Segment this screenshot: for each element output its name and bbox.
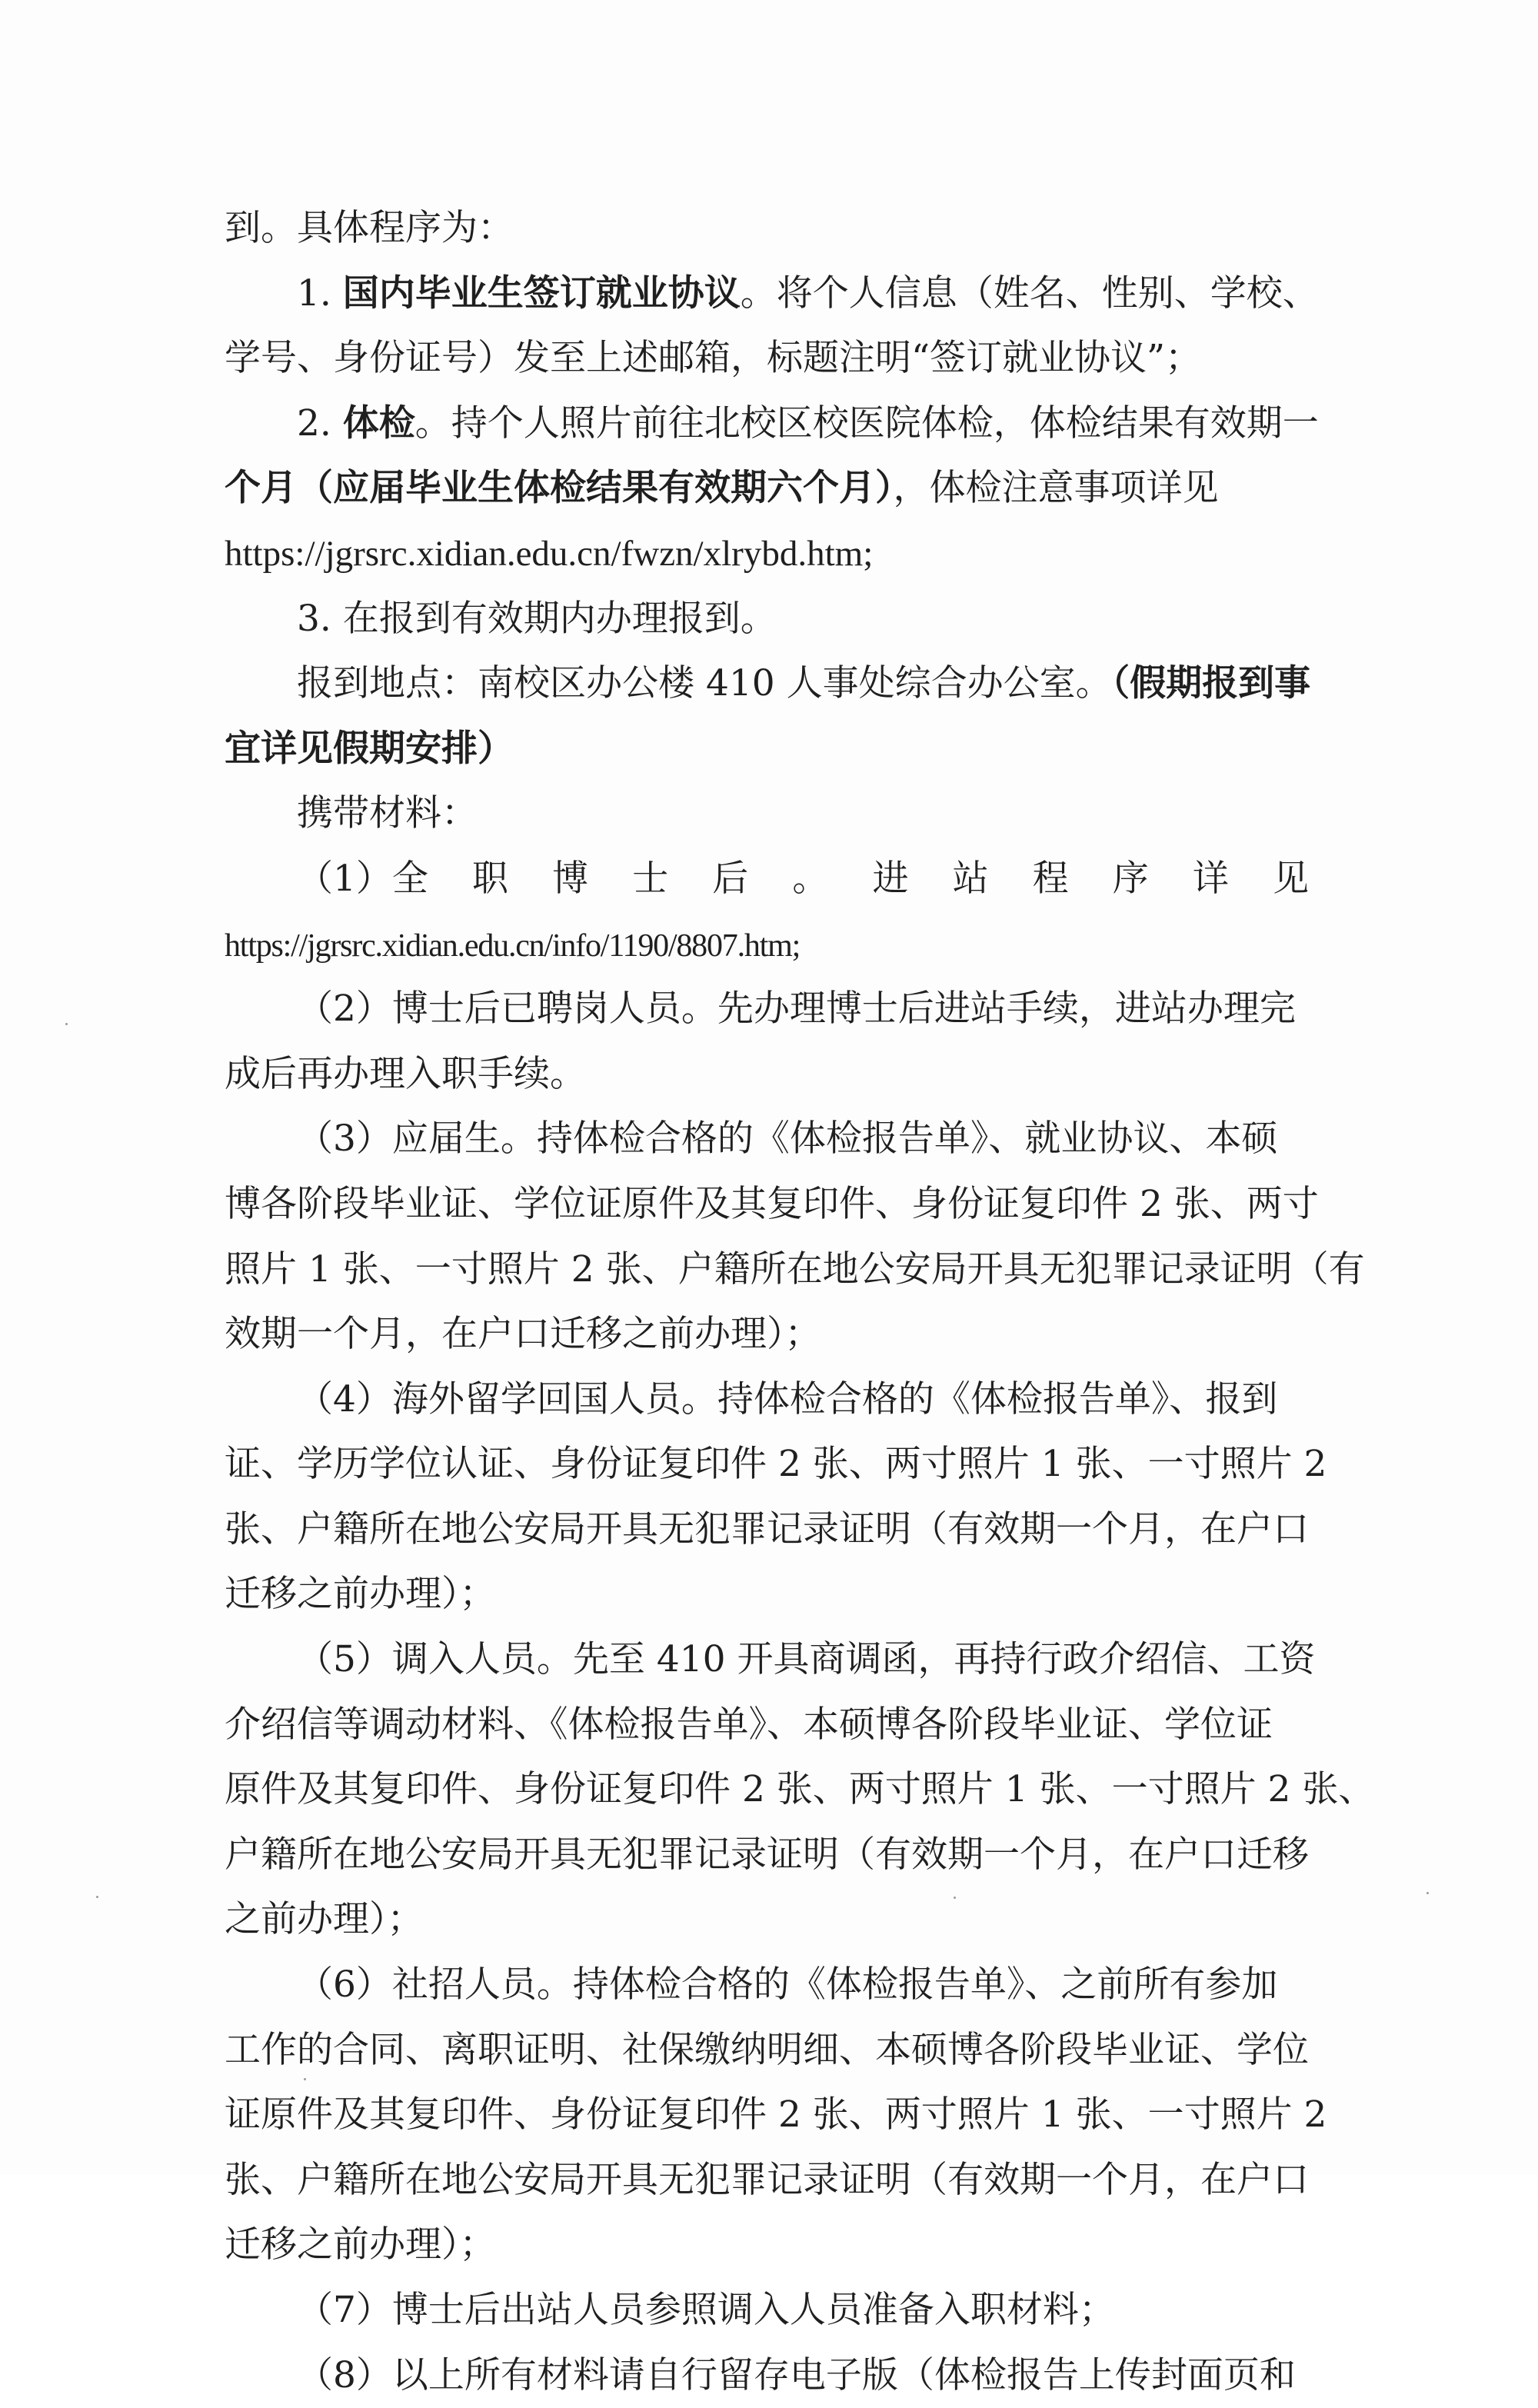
justified-char: 职 bbox=[472, 857, 508, 900]
text-line bbox=[225, 587, 1309, 652]
text-line bbox=[225, 1627, 1316, 1693]
text-line bbox=[225, 2213, 1309, 2278]
justified-char: 见 bbox=[1272, 857, 1309, 900]
justified-char: 后 bbox=[712, 857, 749, 900]
scan-speck bbox=[954, 1897, 956, 1899]
text-segment: 学号、身份证号）发至上述邮箱，标题注明“签订就业协议”； bbox=[225, 337, 1202, 380]
text-line bbox=[225, 1107, 1309, 1172]
text-line bbox=[225, 2018, 1309, 2083]
text-segment: 户籍所在地公安局开具无犯罪记录证明（有效期一个月，在户口迁移 bbox=[225, 1833, 1309, 1876]
text-line bbox=[225, 2343, 1309, 2408]
text-segment: 国内毕业生签订就业协议 bbox=[342, 271, 741, 315]
scan-speck bbox=[1426, 1892, 1429, 1894]
url-link[interactable]: https://jgrsrc.xidian.edu.cn/info/1190/8807.htm; bbox=[225, 928, 801, 964]
text-line bbox=[225, 1562, 1309, 1627]
text-line bbox=[225, 651, 1309, 717]
text-line bbox=[225, 977, 1309, 1042]
justified-char: 博 bbox=[552, 857, 589, 900]
text-line bbox=[225, 2083, 1327, 2148]
justified-char: （1）全 bbox=[297, 857, 428, 900]
text-line bbox=[225, 1237, 1365, 1303]
text-segment: 。持个人照片前往北校区校医院体检，体检结果有效期一 bbox=[414, 401, 1319, 445]
text-segment: 。将个人信息（姓名、性别、学校、 bbox=[740, 271, 1319, 315]
text-line bbox=[225, 1953, 1309, 2018]
text-line bbox=[225, 847, 1309, 912]
justified-char: 。 bbox=[792, 857, 829, 900]
text-segment: 到。具体程序为： bbox=[225, 207, 514, 249]
scan-speck bbox=[65, 1023, 68, 1025]
text-line bbox=[225, 1042, 1309, 1107]
justified-char: 士 bbox=[632, 857, 669, 900]
justified-char: 站 bbox=[952, 857, 989, 900]
text-segment: （6）社招人员。持体检合格的《体检报告单》、之前所有参加 bbox=[297, 1963, 1278, 2007]
text-segment: 张、户籍所在地公安局开具无犯罪记录证明（有效期一个月，在户口 bbox=[225, 2158, 1309, 2201]
text-segment: 迁移之前办理）； bbox=[225, 2223, 496, 2266]
text-segment: 博各阶段毕业证、学位证原件及其复印件、身份证复印件 2 张、两寸 bbox=[225, 1182, 1319, 1225]
text-segment: 证、学历学位认证、身份证复印件 2 张、两寸照片 1 张、一寸照片 2 bbox=[225, 1443, 1327, 1486]
text-segment: （2）博士后已聘岗人员。先办理博士后进站手续，进站办理完 bbox=[297, 988, 1296, 1031]
text-line bbox=[225, 1367, 1309, 1433]
text-segment: 成后再办理入职手续。 bbox=[225, 1052, 586, 1095]
text-line bbox=[225, 2278, 1309, 2343]
text-line bbox=[225, 1432, 1327, 1497]
text-segment: （8）以上所有材料请自行留存电子版（体检报告上传封面页和 bbox=[297, 2353, 1296, 2396]
scan-speck bbox=[96, 1896, 98, 1898]
text-segment: （7）博士后出站人员参照调入人员准备入职材料； bbox=[297, 2289, 1115, 2331]
text-segment: 工作的合同、离职证明、社保缴纳明细、本硕博各阶段毕业证、学位 bbox=[225, 2028, 1309, 2071]
justified-char: 程 bbox=[1032, 857, 1069, 900]
text-line bbox=[225, 456, 1309, 521]
text-segment: 张、户籍所在地公安局开具无犯罪记录证明（有效期一个月，在户口 bbox=[225, 1507, 1309, 1550]
justified-char: 序 bbox=[1112, 857, 1149, 900]
justified-char: 详 bbox=[1192, 857, 1229, 900]
text-line bbox=[225, 1693, 1309, 1758]
text-segment: 报到地点：南校区办公楼 410 人事处综合办公室。 bbox=[297, 662, 1112, 705]
text-line bbox=[225, 326, 1309, 391]
document-body bbox=[225, 196, 1375, 2408]
text-segment: 之前办理）； bbox=[225, 1898, 424, 1941]
text-line bbox=[225, 1172, 1319, 1237]
text-segment: （假期报到事 bbox=[1111, 662, 1311, 705]
url-link[interactable]: https://jgrsrc.xidian.edu.cn/fwzn/xlrybd.htm; bbox=[225, 533, 874, 574]
text-line bbox=[225, 1302, 1309, 1367]
text-line bbox=[225, 261, 1319, 327]
text-line bbox=[225, 1757, 1375, 1823]
text-segment: 照片 1 张、一寸照片 2 张、户籍所在地公安局开具无犯罪记录证明（有 bbox=[225, 1247, 1365, 1291]
text-segment: 介绍信等调动材料、《体检报告单》、本硕博各阶段毕业证、学位证 bbox=[225, 1703, 1273, 1746]
text-segment: 证原件及其复印件、身份证复印件 2 张、两寸照片 1 张、一寸照片 2 bbox=[225, 2093, 1327, 2137]
scan-speck bbox=[304, 2078, 306, 2080]
text-segment: 个月（应届毕业生体检结果有效期六个月） bbox=[225, 467, 894, 510]
text-segment: 1. bbox=[297, 271, 343, 315]
text-segment: 宜详见假期安排） bbox=[225, 727, 514, 770]
text-segment: ，体检注意事项详见 bbox=[893, 467, 1219, 510]
text-segment: 效期一个月，在户口迁移之前办理）； bbox=[225, 1313, 821, 1356]
text-line bbox=[225, 196, 1309, 261]
text-line bbox=[225, 781, 1309, 847]
text-line bbox=[225, 521, 1309, 587]
text-line bbox=[225, 717, 1309, 782]
text-line bbox=[225, 2148, 1309, 2213]
text-segment: 体检 bbox=[342, 401, 415, 445]
text-segment: 原件及其复印件、身份证复印件 2 张、两寸照片 1 张、一寸照片 2 张、 bbox=[225, 1768, 1375, 1811]
text-segment: 3. 在报到有效期内办理报到。 bbox=[297, 597, 777, 640]
text-segment: 携带材料： bbox=[297, 792, 478, 835]
text-segment: （3）应届生。持体检合格的《体检报告单》、就业协议、本硕 bbox=[297, 1117, 1278, 1161]
text-segment: （4）海外留学回国人员。持体检合格的《体检报告单》、报到 bbox=[297, 1377, 1278, 1420]
text-line bbox=[225, 1497, 1309, 1563]
text-segment: （5）调入人员。先至 410 开具商调函，再持行政介绍信、工资 bbox=[297, 1638, 1316, 1681]
justified-char: 进 bbox=[872, 857, 909, 900]
text-line bbox=[225, 1887, 1309, 1953]
text-segment: 迁移之前办理）； bbox=[225, 1573, 496, 1616]
text-line bbox=[225, 1823, 1309, 1888]
text-line bbox=[225, 391, 1319, 457]
text-line bbox=[225, 912, 1309, 978]
text-segment: 2. bbox=[297, 401, 343, 445]
